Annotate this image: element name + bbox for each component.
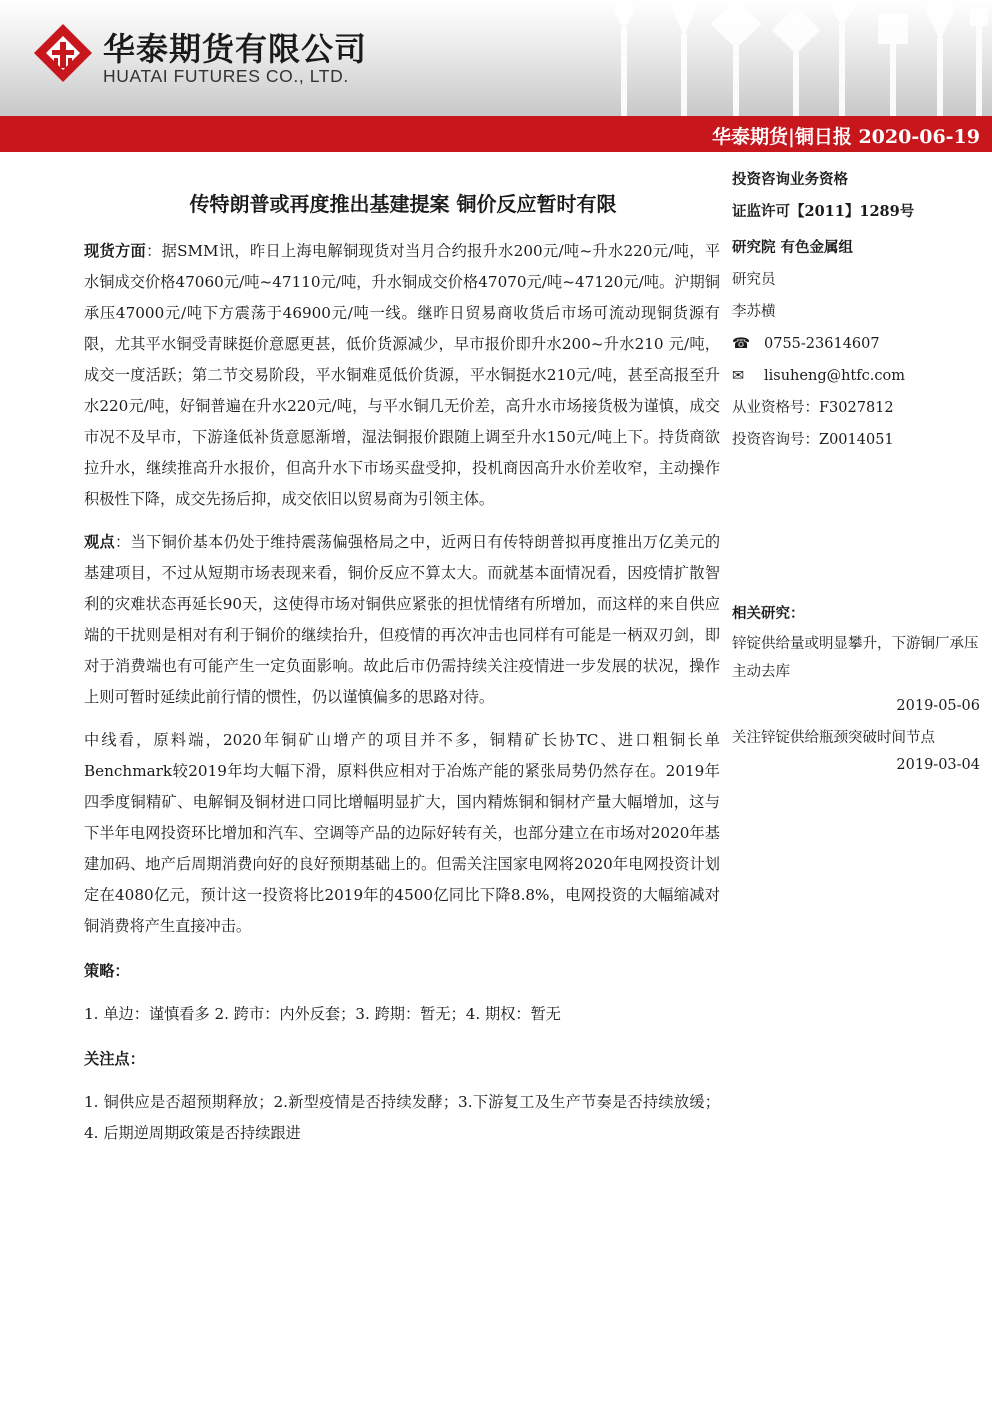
focus-text: 1. 铜供应是否超预期释放；2.新型疫情是否持续发酵；3.下游复工及生产节奏是否持续放缓；4. 后期逆周期政策是否持续跟进 [84, 1093, 720, 1142]
main-content [84, 236, 720, 1149]
huatai-logo-icon [34, 24, 92, 82]
related-item-title[interactable]: 关注锌锭供给瓶颈突破时间节点 [732, 730, 935, 746]
strategy-text: 1. 单边：谨慎看多 2. 跨市：内外反套；3. 跨期：暂无；4. 期权：暂无 [84, 1005, 561, 1023]
spot-label: 现货方面 [84, 242, 147, 260]
spot-text: ：据SMM讯，昨日上海电解铜现货对当月合约报升水200元/吨~升水220元/吨，平水铜成交价格47060元/吨~47110元/吨，升水铜成交价格47070元/吨~47120元/吨。沪期铜承压47000元/吨下方震荡于46900元/吨一线。继昨日贸易商收货后市场可流动现铜货源有限，尤其平水铜受青睐挺价意愿更甚，低价货源减少，早市报价即升水200~升水210 元/吨，成交一度活跃；第二节交易阶段，平水铜难觅低价货源，平水铜挺水210元/吨，甚至高报至升水220元/吨，好铜普遍在升水220元/吨，与平水铜几无价差，高升水市场接货极为谨慎，成交市况不及早市，下游逢低补货意愿渐增，湿法铜报价跟随上调至升水150元/吨上下。持货商欲拉升水，继续推高升水报价，但高升水下市场买盘受抑，投机商因高升水价差收窄，主动操作积极性下降，成交先扬后抑，成交依旧以贸易商为引领主体。 [84, 242, 721, 508]
institute: 研究院 有色金属组 [732, 239, 854, 256]
midterm-paragraph: 中线看，原料端，2020年铜矿山增产的项目并不多，铜精矿长协TC、进口粗铜长单Benchmark较2019年均大幅下滑，原料供应相对于冶炼产能的紧张局势仍然存在。2019年四季度铜精矿、电解铜及铜材进口同比增幅明显扩大，国内精炼铜和铜材产量大幅增加，这与下半年电网投资环比增加和汽车、空调等产品的边际好转有关，也部分建立在市场对2020年基建加码、地产后周期消费向好的良好预期基础上的。但需关注国家电网将2020年电网投资计划定在4080亿元，预计这一投资将比2019年的4500亿同比下降8.8%，电网投资的大幅缩减对铜消费将产生直接冲击。 [84, 731, 720, 935]
related-item-date: 2019-03-04 [896, 757, 980, 773]
view-text: ：当下铜价基本仍处于维持震荡偏强格局之中，近两日有传特朗普拟再度推出万亿美元的基建项目，不过从短期市场表现来看，铜价反应不算太大。而就基本面情况看，因疫情扩散智利的灾难状态再延长90天，这使得市场对铜供应紧张的担忧情绪有所增加，而这样的来自供应端的干扰则是相对有利于铜价的继续抬升，但疫情的再次冲击也同样有可能是一柄双刃剑，即对于消费端也有可能产生一定负面影响。故此后市仍需持续关注疫情进一步发展的状况，操作上则可暂时延续此前行情的惯性，仍以谨慎偏多的思路对待。 [84, 533, 721, 706]
email-icon: ✉ [732, 368, 745, 384]
header-decoration [560, 0, 992, 116]
view-label: 观点 [84, 533, 116, 551]
report-tag: 华泰期货|铜日报 2020-06-19 [711, 126, 980, 148]
email[interactable]: lisuheng@htfc.com [764, 368, 905, 384]
sidebar [732, 164, 982, 778]
company-name-en: HUATAI FUTURES CO., LTD. [103, 66, 349, 86]
report-banner [0, 116, 992, 152]
related-item-title[interactable]: 锌锭供给量或明显攀升，下游铜厂承压主动去库 [732, 636, 979, 680]
spot-paragraph [84, 236, 720, 515]
cert-no: 从业资格号：F3027812 [732, 400, 894, 416]
company-name-cn: 华泰期货有限公司 [103, 30, 368, 68]
consult-no: 投资咨询号：Z0014051 [732, 432, 894, 448]
related-heading: 相关研究： [732, 605, 805, 622]
analyst-role: 研究员 [732, 272, 776, 288]
license: 证监许可【2011】1289号 [732, 203, 915, 220]
view-paragraph [84, 527, 720, 713]
phone-icon: ☎ [732, 336, 751, 352]
page-header [0, 0, 992, 116]
analyst-name: 李苏横 [732, 304, 776, 320]
focus-heading: 关注点： [84, 1050, 145, 1068]
related-item-date: 2019-05-06 [896, 698, 980, 714]
strategy-heading: 策略： [84, 962, 130, 980]
report-title: 传特朗普或再度推出基建提案 铜价反应暂时有限 [189, 192, 617, 216]
phone: 0755-23614607 [764, 336, 880, 352]
email-row [732, 360, 982, 392]
qualification: 投资咨询业务资格 [732, 171, 848, 188]
phone-row [732, 328, 982, 360]
